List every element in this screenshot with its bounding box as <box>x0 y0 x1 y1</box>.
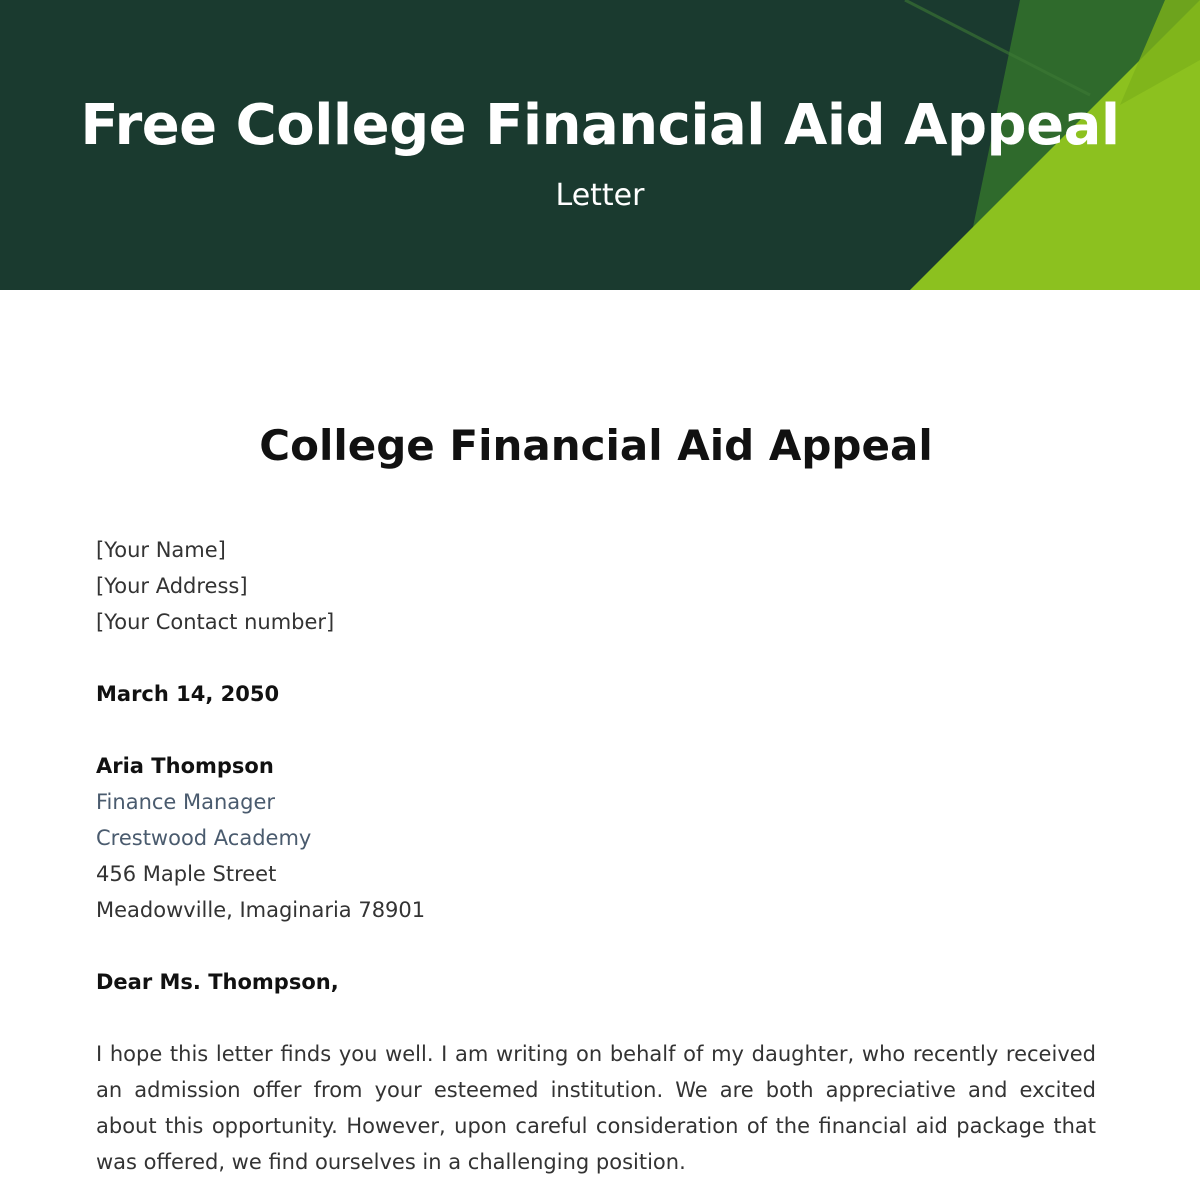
salutation: Dear Ms. Thompson, <box>96 970 339 994</box>
recipient-name: Aria Thompson <box>96 754 274 778</box>
sender-name: [Your Name] <box>96 538 226 562</box>
banner-subtitle: Letter <box>555 178 645 213</box>
document-title: College Financial Aid Appeal <box>259 421 933 470</box>
recipient-block <box>96 748 1096 928</box>
letter-date: March 14, 2050 <box>96 682 280 706</box>
header-banner <box>0 0 1200 290</box>
recipient-organization: Crestwood Academy <box>96 826 312 850</box>
recipient-city: Meadowville, Imaginaria 78901 <box>96 898 426 922</box>
sender-contact: [Your Contact number] <box>96 610 335 634</box>
recipient-title: Finance Manager <box>96 790 276 814</box>
body-paragraph: I hope this letter finds you well. I am writing on behalf of my daughter, who recently received an admission offer from your esteemed institution. We are both appreciative and excited about this opportunity. However, upon careful consideration of the financial aid package that was offered, we find ourselves in a challenging position. <box>96 1042 1096 1174</box>
sender-block <box>96 532 1096 640</box>
recipient-street: 456 Maple Street <box>96 862 277 886</box>
sender-address: [Your Address] <box>96 574 248 598</box>
letter-document <box>96 418 1096 1180</box>
banner-title: Free College Financial Aid Appeal <box>80 93 1120 158</box>
